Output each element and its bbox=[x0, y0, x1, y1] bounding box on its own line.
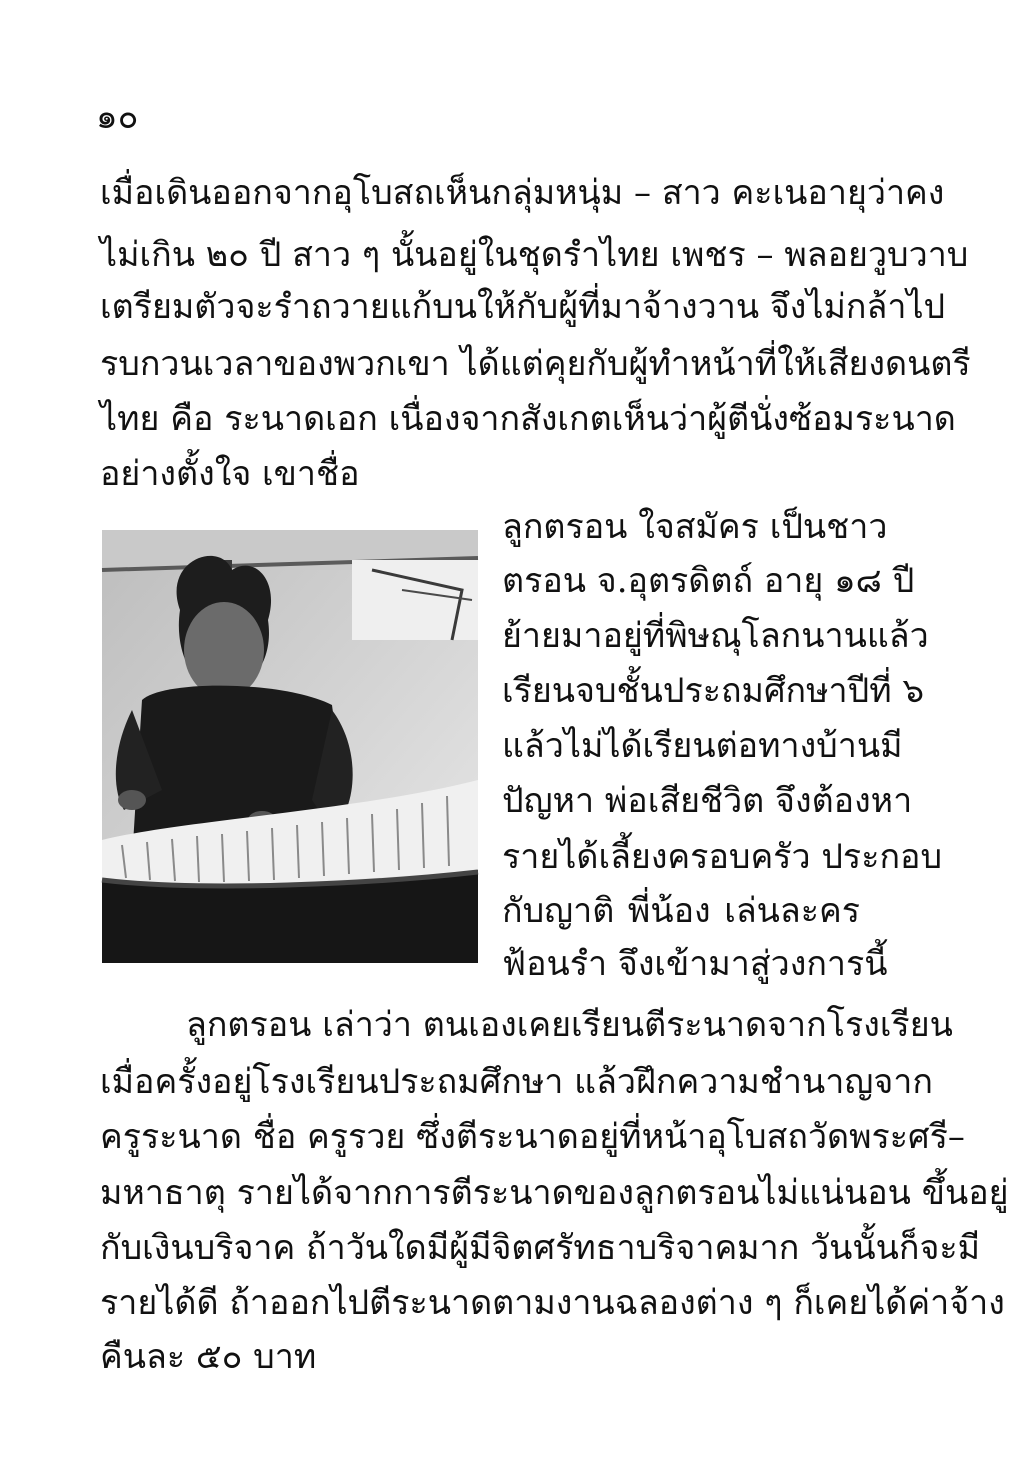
text-line: รบกวนเวลาของพวกเขา ได้แต่คุยกับผู้ทำหน้าที่ให้เสียงดนตรี bbox=[100, 344, 971, 384]
text-line: เรียนจบชั้นประถมศึกษาปีที่ ๖ bbox=[502, 671, 925, 711]
text-line: เตรียมตัวจะรำถวายแก้บนให้กับผู้ที่มาจ้างวาน จึงไม่กล้าไป bbox=[100, 287, 946, 327]
text-line: เมื่อเดินออกจากอุโบสถเห็นกลุ่มหนุ่ม – สาว คะเนอายุว่าคง bbox=[100, 173, 945, 213]
text-line: รายได้เลี้ยงครอบครัว ประกอบ bbox=[502, 837, 943, 877]
photo-image bbox=[102, 530, 478, 963]
text-line: ฟ้อนรำ จึงเข้ามาสู่วงการนี้ bbox=[502, 944, 888, 984]
text-line: ลูกตรอน ใจสมัคร เป็นชาว bbox=[502, 507, 888, 547]
text-line: ไม่เกิน ๒๐ ปี สาว ๆ นั้นอยู่ในชุดรำไทย เพชร – พลอยวูบวาบ bbox=[100, 235, 969, 275]
photo-ranat-player bbox=[102, 530, 478, 963]
text-line: ลูกตรอน เล่าว่า ตนเองเคยเรียนตีระนาดจากโรงเรียน bbox=[186, 1005, 953, 1045]
text-line: คืนละ ๕๐ บาท bbox=[100, 1337, 317, 1377]
text-line: ไทย คือ ระนาดเอก เนื่องจากสังเกตเห็นว่าผู้ตีนั่งซ้อมระนาด bbox=[100, 399, 956, 439]
text-line: อย่างตั้งใจ เขาชื่อ bbox=[100, 454, 360, 494]
text-line: ตรอน จ.อุตรดิตถ์ อายุ ๑๘ ปี bbox=[502, 561, 915, 601]
text-line: ปัญหา พ่อเสียชีวิต จึงต้องหา bbox=[502, 781, 913, 821]
text-line: กับญาติ พี่น้อง เล่นละคร bbox=[502, 891, 860, 931]
text-line: มหาธาตุ รายได้จากการตีระนาดของลูกตรอนไม่แน่นอน ขึ้นอยู่ bbox=[100, 1173, 1009, 1213]
text-line: กับเงินบริจาค ถ้าวันใดมีผู้มีจิตศรัทธาบริจาคมาก วันนั้นก็จะมี bbox=[100, 1228, 981, 1268]
text-line: ย้ายมาอยู่ที่พิษณุโลกนานแล้ว bbox=[502, 616, 929, 656]
text-line: เมื่อครั้งอยู่โรงเรียนประถมศึกษา แล้วฝึกความชำนาญจาก bbox=[100, 1062, 933, 1102]
text-line: ครูระนาด ชื่อ ครูรวย ซึ่งตีระนาดอยู่ที่หน้าอุโบสถวัดพระศรี– bbox=[100, 1117, 965, 1157]
text-line: รายได้ดี ถ้าออกไปตีระนาดตามงานฉลองต่าง ๆ ก็เคยได้ค่าจ้าง bbox=[100, 1283, 1005, 1323]
text-line: แล้วไม่ได้เรียนต่อทางบ้านมี bbox=[502, 726, 903, 766]
page-number: ๑๐ bbox=[96, 97, 139, 137]
